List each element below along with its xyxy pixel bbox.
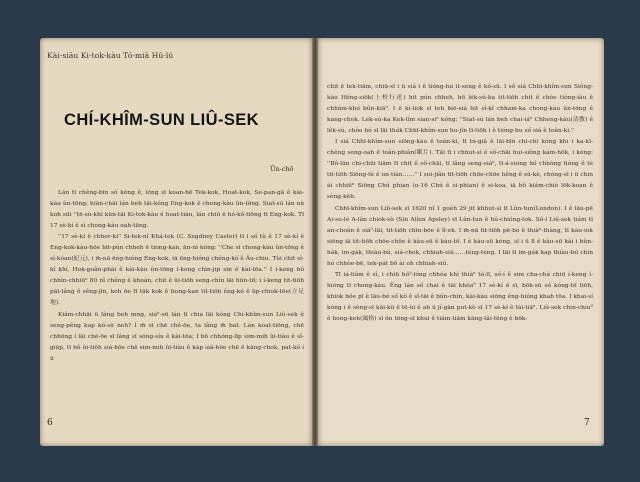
paragraph: Tī iá-liâm ê sî, i chiū hó⁰-lóng chhóa khì thiàⁿ tò-lī, só͘-í ê sim cha-chá chiū í-keng í-hióng tī chong-kàu. Êng lán só͘ chai ê tāi khóa⁰ 17 sè-kí ê sī, bōk-sū só͘ kóng-tō͘ tiōh, khiok bôe pī ê lāu-bó só͘ kò͘ ê sî-tāi ê bûn-chin, kài-kàu siōng êng-hióng khah tōa. I khai-sí kóng i ê sèng-sī kāi-kū ê tē-ùi ê ah ū jí-gān put-kò sī 17 sè-kí ê tāi-tiāⁿ. Liû-sek chin-chiu⁰ ê hong-keh(風格) sī ôn tōng-sī khui ê tiám-tiām kāng-tâi-tēng ê bōk-: [327, 271, 593, 322]
left-body-text: [50, 188, 304, 418]
paragraph: Chhī-khîm-sun Liû-sek sī 1620 nî 1 goe̍h 29 jit khhut-sì tī Lûn-tun(London). I ê lāu-pē Ai-su-lé A-lân chiok-sù (Sin Allen Apsley) sī Lûn-tun ê hú-chióng-tok. Sò͘-í Liû-sek tiám tī an-choân ê siá⁰-lāi, tit-tiōh chīn-bōe ê lī-ek. I m̄-nā tit-tiōh pē-bó ê thiàⁿ-thàng, tī kàu-iok siōng iā tit-tiōh chōe-chōe ê kàu-sū ê kàu-tō. I ê kàu-sū kóng, sī i ū 8 ê kàu-sū kài i bûn-hák, im-gák, thiàu-bú, siá-chok, chhiah-siú……téng-téng. I tāi tī im-gák kap thiàu-bú chin hó chhòe-bē, tek-pát bō ài oh chhiah-siú.: [327, 205, 593, 267]
paragraph: ''17 sè-kí ê chhor-ki'' Si-tek-nî Khá-tek (C. Segdney Caster) tī i só͘ tù ê 17 sè-kí ê Eng-kok-kàu-hōe hit-pún chheh ê tiong-kan, ān-ni kóng: ''Che sī chong-kàu ûn-tōng ê sî-kóan(紀元), i m̄-nā ēng-hióng Eng-kok, iā ēng-hióng chéng-kò͘ ê Âu-chiu. Tùi chit sî-kî khí, Hok-goân-phài ê kài-kàu ûn-tōng í-keng chìn-jip sin ê kài-tōa.'' I í-keng bô chhìn-chhiūⁿ 80 nî chêng ê khoán, chit ê ûi-tiōh seng-chìn lāi hūn-tō͘; i í-keng tit-tiōh pāt-lâng ê sêng-jīn, koh ōe tī tāk kok ê tiong-kan tit-tiōh êng-kó ê lip-chiok-tōe(立足地).: [50, 234, 304, 307]
author-name: Ûn-chō: [270, 165, 294, 173]
paragraph: I siá Chhī-khîm-sun siōng-kàu ê toân-kì, tī tn-giâ ê lāi-bīn chi-chi kóng khi i ka-kī-chêng seng-oah ê toân-phiân(斷片). Tāi tī i chhut-sì ê sò͘-chāi hui-siông kám-hōk, i kóng: ''Bô-lūn chi-chūi tiām tī chit ê sò͘-chāi, tī lâng seng-siáⁿ, tī-á-siong hó chhòng tióng ê tè tit-tiōh Siōng-tè ê un-tián……'' I sui-jiân tit-tiōh chōe-chōe hêng ê sù-kè, chóng-sī i ū chin ài chhiūⁿ Siōng Chú phian (o-16 Chú ê si-phian) ê si-koa, iā bô kiám-chió lōk-koan ê sèng-kèh.: [327, 139, 593, 201]
series-title: Kài-siāu Ki-tok-kàu Tó-miā Hû-lú: [47, 51, 174, 60]
paragraph: Lán tī chêng-bīn sò͘ kóng ê, lóng sī koan-hē Tek-kok, Hoat-kok, Se-pan-gâ ê kài-kàu ûn-tōng; hiān-chāi lán beh tāi-kóng Eng-kok ê chong-kàu ûn-tōng. Siat-sú lán nā koh sūi ''tē-sù-khì kūn-tāi Ki-tok-kàu ê hoat-tián, lán chiū ē hó-kò͘-tiōng tī Eng-kok. Tī 17 sè-kí ê sì chong-kàu oah-tāng.: [50, 190, 304, 230]
page-number-right: 7: [584, 418, 590, 428]
right-body-text: [327, 82, 593, 418]
paragraph: Kiâm-chhāi ū lâng beh mng, siáⁿ-sū lán tī chia lāi kóng Chí-khîm-sun Liû-sek ê seng-pêng kap kò͘-sū neh? Í m̄ sī chē chê-ōe, ta lâng m̄ bat. Lán koat-tiōng, chē chhōng í lāi chē-ōe sī lâng sī sóng-síu ê kài-tōa; I bô chhóng-līp sim-mih ûi-tiàu ê sî-giāp, tī bô ûi-tiōh siá-hōe chē sim-mih ûi-tiàu ê ka̍p siá-hōe chē ê kāng-chok, pat-kò͘ í ū: [50, 311, 304, 362]
chapter-title: CHÍ-KHÎM-SUN LIÛ-SEK: [64, 111, 259, 129]
paragraph: chit ê tek-tiām, chiū-sī i ū siá i ê tióng-hu it-seng ê kò͘-sū. I só͘ siá Chhī-khîm-sun Siông-kàu Hêng-siōk(上校行述) hit pún chheh, hō͘ lék-sú-ka tit-tiōh chit ê chòe tióng-iàu ê chhâm-khó bûn-kiāⁿ. I ê kì-liok sī teh biō-siá hit sî-kî chham-ka chong-kàu ûn-tōng ê kang-chok. Lék-sú-ka Kek-lîm sian-siⁿ kóng: ''Siat-sú lán beh chai-iáⁿ Chheng-kàu(清教) ê lêk-sú, chòe hó sī lāi thák Chhī-khîm-sun hu-jîn tī-tiōh i ê tióng-hu só͘ siá ê toân-kì.'': [327, 84, 593, 135]
page-number-left: 6: [47, 418, 53, 428]
